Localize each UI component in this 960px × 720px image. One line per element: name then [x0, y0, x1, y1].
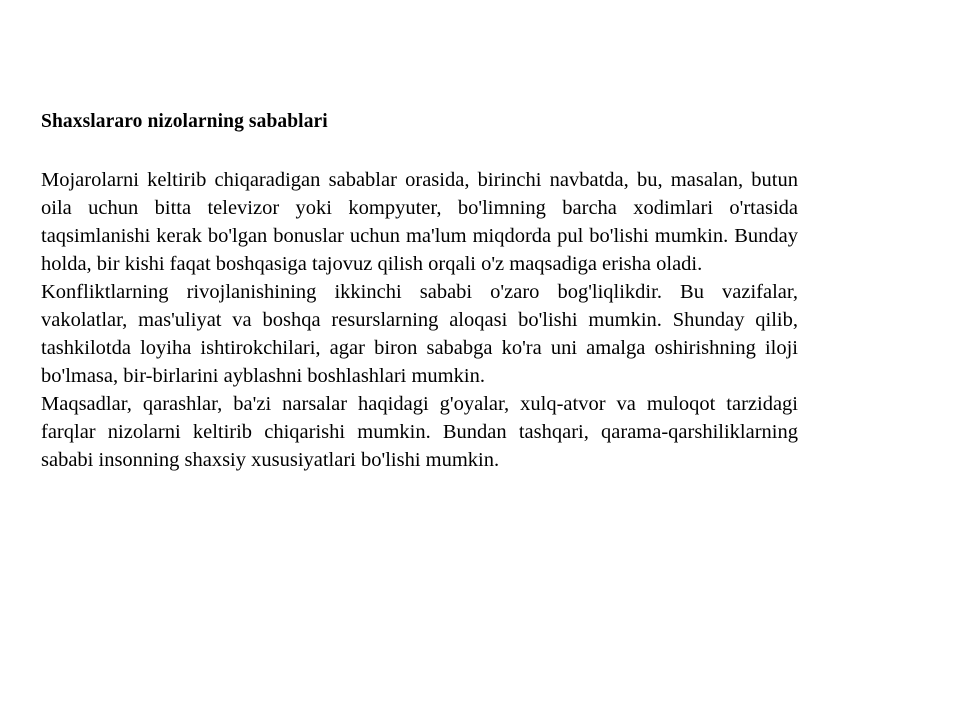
paragraph-2: Konfliktlarning rivojlanishining ikkinchi sababi o'zaro bog'liqlikdir. Bu vazifalar, vakolatlar, mas'uliyat va boshqa resurslarning aloqasi bo'lishi mumkin. Shunday qilib, tashkilotda loyiha ishtirokchilari, agar biron sababga ko'ra uni amalga oshirishning iloji bo'lmasa, bir-birlarini ayblashni boshlashlari mumkin. [41, 281, 798, 387]
document-text-block [41, 108, 798, 474]
page-title: Shaxslararo nizolarning sabablari [41, 111, 328, 132]
title-spacer [41, 136, 798, 166]
paragraph-3: Maqsadlar, qarashlar, ba'zi narsalar haqidagi g'oyalar, xulq-atvor va muloqot tarzidagi farqlar nizolarni keltirib chiqarishi mumkin. Bundan tashqari, qarama-qarshiliklarning sababi insonning shaxsiy xususiyatlari bo'lishi mumkin. [41, 393, 798, 471]
paragraph-1: Mojarolarni keltirib chiqaradigan sabablar orasida, birinchi navbatda, bu, masalan, butun oila uchun bitta televizor yoki kompyuter, bo'limning barcha xodimlari o'rtasida taqsimlanishi kerak bo'lgan bonuslar uchun ma'lum miqdorda pul bo'lishi mumkin. Bunday holda, bir kishi faqat boshqasiga tajovuz qilish orqali o'z maqsadiga erisha oladi. [41, 169, 798, 275]
